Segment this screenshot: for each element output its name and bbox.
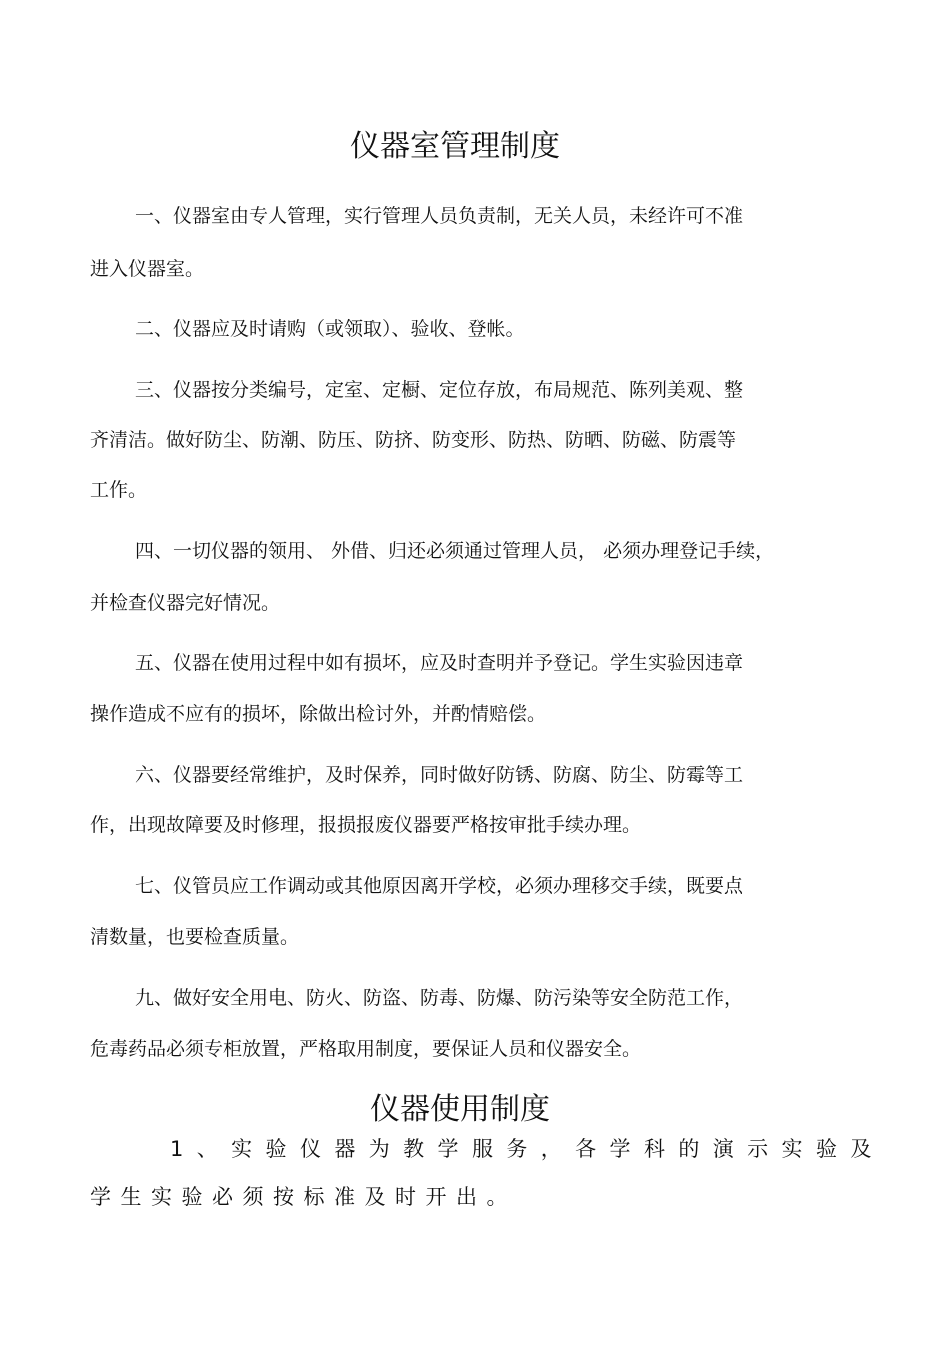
rule-3-line-3: 工作。 xyxy=(90,479,148,501)
rule-5-line-2: 操作造成不应有的损坏，除做出检讨外，并酌情赔偿。 xyxy=(90,703,547,725)
rule-7-line-2: 清数量，也要检查质量。 xyxy=(90,926,300,948)
usage-rule-1-line-2: 学生实验必须按标准及时开出。 xyxy=(90,1185,517,1209)
usage-rule-1-line-1: 1、实验仪器为教学服务，各学科的演示实验及 xyxy=(170,1137,885,1161)
rule-7-line-1: 七、仪管员应工作调动或其他原因离开学校，必须办理移交手续，既要点 xyxy=(135,875,744,897)
rule-5-line-1: 五、仪器在使用过程中如有损坏，应及时查明并予登记。学生实验因违章 xyxy=(135,652,744,674)
rule-1-line-1: 一、仪器室由专人管理，实行管理人员负责制，无关人员，未经许可不准 xyxy=(135,205,744,227)
rule-9-line-2: 危毒药品必须专柜放置，严格取用制度，要保证人员和仪器安全。 xyxy=(90,1038,642,1060)
rule-4-line-2: 并检查仪器完好情况。 xyxy=(90,592,281,614)
rule-3-line-2: 齐清洁。做好防尘、防潮、防压、防挤、防变形、防热、防晒、防磁、防震等 xyxy=(90,429,737,451)
section-title: 仪器使用制度 xyxy=(370,1092,550,1127)
rule-6-line-2: 作，出现故障要及时修理，报损报废仪器要严格按审批手续办理。 xyxy=(90,814,642,836)
rule-2-line-1: 二、仪器应及时请购（或领取）、验收、登帐。 xyxy=(135,318,525,340)
rule-1-line-2: 进入仪器室。 xyxy=(90,258,205,280)
rule-3-line-1: 三、仪器按分类编号，定室、定橱、定位存放，布局规范、陈列美观、整 xyxy=(135,379,744,401)
page-title: 仪器室管理制度 xyxy=(350,129,560,164)
rule-4-line-1: 四、一切仪器的领用、 外借、归还必须通过管理人员， 必须办理登记手续， xyxy=(135,540,775,562)
rule-9-line-1: 九、做好安全用电、防火、防盗、防毒、防爆、防污染等安全防范工作， xyxy=(135,987,744,1009)
rule-6-line-1: 六、仪器要经常维护，及时保养，同时做好防锈、防腐、防尘、防霉等工 xyxy=(135,764,744,786)
